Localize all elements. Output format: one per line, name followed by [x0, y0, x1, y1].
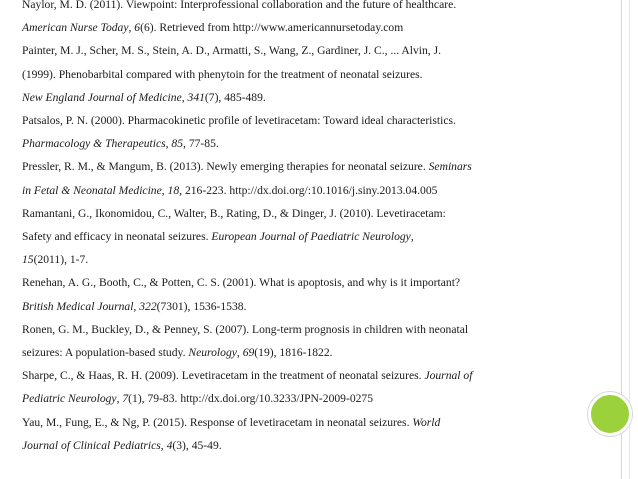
reference-text: , [128, 21, 135, 35]
reference-text: (7), 485-489. [204, 90, 266, 104]
reference-italic-text: 69 [242, 346, 255, 360]
reference-line [22, 248, 580, 271]
reference-entry [22, 39, 580, 109]
reference-text: Painter, M. J., Scher, M. S., Stein, A. D., Armatti, S., Wang, Z., Gardiner, J. C., ... Alvin, J. [22, 44, 442, 58]
reference-text: Naylor, M. D. (2011). Viewpoint: Interprofessional collaboration and the future of healthcare. [22, 0, 457, 11]
reference-italic-text: 15 [22, 253, 34, 267]
reference-italic-text: American Nurse Today [22, 21, 129, 35]
reference-text: Renehan, A. G., Booth, C., & Potten, C. S. (2001). What is apoptosis, and why is it important? [22, 276, 461, 290]
reference-text: (2011), 1-7. [33, 253, 89, 267]
reference-line [22, 155, 580, 178]
reference-text: , [165, 137, 172, 151]
reference-text: (1999). Phenobarbital compared with phenytoin for the treatment of neonatal seizures. [22, 67, 423, 81]
reference-italic-text: Pediatric Neurology [22, 392, 117, 406]
reference-entry [22, 271, 580, 317]
reference-entry [22, 202, 580, 272]
reference-text: , [161, 183, 168, 197]
reference-line [22, 16, 580, 39]
reference-line [22, 86, 580, 109]
reference-italic-text: 4 [166, 438, 173, 452]
reference-line [22, 132, 580, 155]
reference-text: , [160, 438, 167, 452]
reference-italic-text: British Medical Journal [22, 299, 134, 313]
reference-italic-text: Journal of [424, 369, 473, 383]
reference-line [22, 271, 580, 294]
reference-text: , [236, 346, 243, 360]
green-circle-icon [588, 392, 632, 436]
reference-text: , [410, 230, 414, 244]
reference-line [22, 387, 580, 410]
reference-entry [22, 364, 580, 410]
reference-text: , [116, 392, 123, 406]
reference-line [22, 0, 580, 16]
reference-line [22, 179, 580, 202]
reference-entry [22, 411, 580, 457]
reference-italic-text: Journal of Clinical Pediatrics [22, 438, 161, 452]
reference-text: , 216-223. http://dx.doi.org/:10.1016/j.siny.2013.04.005 [179, 183, 438, 197]
reference-text: (1), 79-83. http://dx.doi.org/10.3233/JPN-2009-0275 [128, 392, 374, 406]
reference-text: Yau, M., Fung, E., & Ng, P. (2015). Response of levetiracetam in neonatal seizures. [22, 415, 413, 429]
reference-text: , [181, 90, 188, 104]
reference-text: seizures: A population-based study. [22, 346, 189, 360]
reference-italic-text: 85 [171, 137, 184, 151]
reference-italic-text: Seminars [428, 160, 472, 174]
reference-line [22, 295, 580, 318]
reference-text: (3), 45-49. [172, 438, 222, 452]
reference-italic-text: 322 [139, 299, 157, 313]
reference-text: (7301), 1536-1538. [156, 299, 247, 313]
reference-line [22, 202, 580, 225]
reference-entry [22, 155, 580, 201]
reference-italic-text: New England Journal of Medicine [22, 90, 182, 104]
reference-text: Safety and efficacy in neonatal seizures. [22, 230, 212, 244]
reference-text: Sharpe, C., & Haas, R. H. (2009). Levetiracetam in the treatment of neonatal seizures. [22, 369, 425, 383]
reference-italic-text: Pharmacology & Therapeutics [22, 137, 166, 151]
reference-line [22, 318, 580, 341]
reference-line [22, 39, 580, 62]
reference-text: , [133, 299, 140, 313]
reference-italic-text: World [412, 415, 441, 429]
reference-line [22, 225, 580, 248]
reference-text: (6). Retrieved from http://www.americannursetoday.com [140, 21, 404, 35]
reference-text: Patsalos, P. N. (2000). Pharmacokinetic profile of levetiracetam: Toward ideal characteristics. [22, 114, 456, 128]
reference-text: (19), 1816-1822. [254, 346, 333, 360]
reference-entry [22, 0, 580, 39]
reference-italic-text: 6 [134, 21, 141, 35]
reference-line [22, 341, 580, 364]
reference-text: , 77-85. [183, 137, 219, 151]
reference-line [22, 109, 580, 132]
reference-italic-text: 341 [187, 90, 205, 104]
reference-line [22, 434, 580, 457]
reference-entry [22, 318, 580, 364]
reference-line [22, 411, 580, 434]
reference-text: Ramantani, G., Ikonomidou, C., Walter, B., Rating, D., & Dinger, J. (2010). Levetiracetam: [22, 206, 446, 220]
reference-line [22, 63, 580, 86]
reference-line [22, 364, 580, 387]
reference-text: Pressler, R. M., & Mangum, B. (2013). Newly emerging therapies for neonatal seizure. [22, 160, 429, 174]
reference-text: Ronen, G. M., Buckley, D., & Penney, S. (2007). Long-term prognosis in children with neonatal [22, 322, 469, 336]
reference-list [22, 0, 580, 457]
reference-entry [22, 109, 580, 155]
reference-italic-text: European Journal of Paediatric Neurology [211, 230, 411, 244]
reference-italic-text: 7 [122, 392, 129, 406]
reference-italic-text: 18 [167, 183, 180, 197]
reference-italic-text: Neurology [188, 346, 237, 360]
reference-italic-text: in Fetal & Neonatal Medicine [22, 183, 162, 197]
